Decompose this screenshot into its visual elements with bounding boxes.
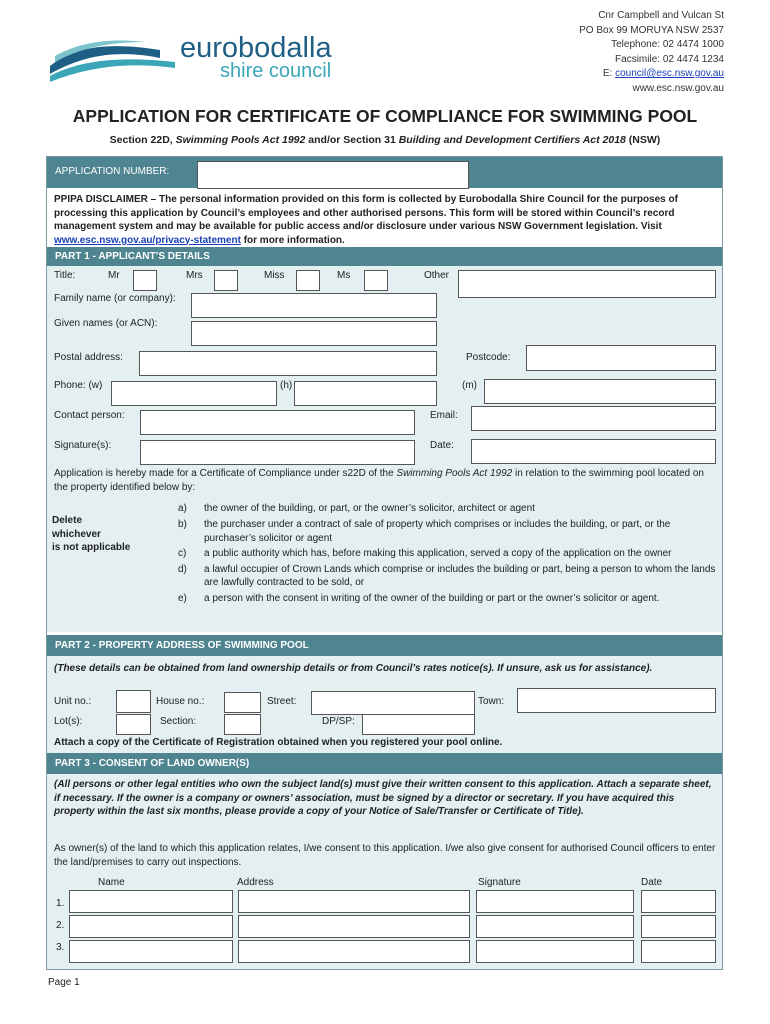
owner2-signature-input[interactable] [476, 915, 634, 938]
application-number-input[interactable] [197, 161, 469, 189]
privacy-statement-link[interactable]: www.esc.nsw.gov.au/privacy-statement [54, 234, 241, 246]
street-input[interactable] [311, 691, 475, 715]
contact-person-input[interactable] [140, 410, 415, 435]
owner-row-number: 3. [56, 942, 65, 953]
owner1-signature-input[interactable] [476, 890, 634, 913]
page-title: APPLICATION FOR CERTIFICATE OF COMPLIANCE FOR SWIMMING POOL [72, 106, 698, 126]
postcode-input[interactable] [526, 345, 716, 371]
given-names-input[interactable] [191, 321, 437, 346]
signature-label: Signature(s): [54, 440, 112, 451]
email-input[interactable] [471, 406, 716, 431]
title-option-miss: Miss [264, 270, 285, 281]
owner1-name-input[interactable] [69, 890, 233, 913]
ms-checkbox[interactable] [364, 270, 388, 291]
contact-line: PO Box 99 MORUYA NSW 2537 [579, 24, 724, 36]
mr-checkbox[interactable] [133, 270, 157, 291]
owner3-name-input[interactable] [69, 940, 233, 963]
dp-sp-label: DP/SP: [322, 716, 355, 727]
date-input[interactable] [471, 439, 716, 464]
website-line[interactable]: www.esc.nsw.gov.au [632, 82, 724, 94]
miss-checkbox[interactable] [296, 270, 320, 291]
owner2-name-input[interactable] [69, 915, 233, 938]
phone-work-input[interactable] [111, 381, 277, 406]
email-label: Email: [430, 410, 458, 421]
section-input[interactable] [224, 714, 261, 735]
postal-address-label: Postal address: [54, 352, 123, 363]
council-logo [50, 32, 350, 84]
council-email-link[interactable]: council@esc.nsw.gov.au [615, 68, 724, 79]
owner-row-number: 1. [56, 898, 65, 909]
wave-logo-icon [50, 36, 180, 84]
title-label: Title: [54, 270, 76, 281]
title-option-other: Other [424, 270, 450, 281]
postal-address-input[interactable] [139, 351, 437, 376]
logo-wordmark-shire-council: shire council [220, 60, 332, 82]
owner1-address-input[interactable] [238, 890, 470, 913]
street-label: Street: [267, 696, 297, 707]
section-label: Section: [160, 716, 197, 727]
list-item: c) a public authority which has, before making this application, served a copy of the application on the owner [178, 548, 672, 559]
given-names-label: Given names (or ACN): [54, 318, 158, 329]
applicant-options-list [176, 502, 716, 605]
delete-note: Delete whichever is not applicable [52, 515, 131, 553]
council-contact-block [579, 9, 724, 96]
application-intro: Application is hereby made for a Certificate of Compliance under s22D of the Swimming Pools Act 1992 in relation to the swimming pool located on the property identified below by: [54, 468, 704, 493]
phone-work-label: Phone: (w) [54, 380, 103, 391]
family-name-label: Family name (or company): [54, 293, 176, 304]
owner2-address-input[interactable] [238, 915, 470, 938]
page-subtitle: Section 22D, Swimming Pools Act 1992 and/or Section 31 Building and Development Certifiers Act 2018 (NSW) [109, 134, 661, 146]
owner-consent-statement: As owner(s) of the land to which this application relates, I/we consent to this application. I/we also give consent for authorised Council officers to enter the land/premises to carry out inspections. [54, 843, 716, 868]
title-option-ms: Ms [337, 270, 351, 281]
column-header-signature: Signature [478, 877, 521, 888]
logo-wordmark-eurobodalla: eurobodalla [180, 32, 332, 64]
contact-line: Telephone: 02 4474 1000 [611, 39, 724, 50]
postcode-label: Postcode: [466, 352, 511, 363]
column-header-date: Date [641, 877, 663, 888]
unit-no-input[interactable] [116, 690, 151, 713]
part3-note: (All persons or other legal entities who own the subject land(s) must give their written consent to this application. Attach a separate sheet, if necessary. If the owner is a company or owners’ association, must be signed by a director or secretary. If you have acquired this property within the last six months, please provide a copy of your Notice of Sale/Transfer or Certificate of Title). [54, 779, 712, 817]
owner3-date-input[interactable] [641, 940, 716, 963]
list-item: b) the purchaser under a contract of sale of property which comprises or includes the building, or part, or the purchaser’s solicitor or agent [178, 519, 671, 544]
part3-heading: PART 3 - CONSENT OF LAND OWNER(S) [47, 753, 722, 774]
house-no-input[interactable] [224, 692, 261, 713]
owner1-date-input[interactable] [641, 890, 716, 913]
ppipa-disclaimer: PPIPA DISCLAIMER – The personal information provided on this form is collected by Eurobodalla Shire Council for the purposes of processing this application by Council’s employees and other authorised persons. This form will be stored within Council’s record management system and may be available for public access and/or disclosure under various NSW Government legislation. Visit www.esc.nsw.gov.au/privacy-statement for more information. [54, 194, 678, 246]
contact-email-line [579, 67, 724, 82]
mrs-checkbox[interactable] [214, 270, 238, 291]
contact-person-label: Contact person: [54, 410, 125, 421]
column-header-address: Address [237, 877, 274, 888]
phone-mobile-label: (m) [462, 380, 477, 391]
owner2-date-input[interactable] [641, 915, 716, 938]
town-label: Town: [478, 696, 505, 707]
list-item: d) a lawful occupier of Crown Lands which comprise or includes the building or part, being a person to whom the lands are lawfully contracted to be sold, or [178, 563, 716, 588]
signature-input[interactable] [140, 440, 415, 465]
lots-input[interactable] [116, 714, 151, 735]
town-input[interactable] [517, 688, 716, 713]
title-option-mrs: Mrs [186, 270, 203, 281]
owner3-address-input[interactable] [238, 940, 470, 963]
title-option-mr: Mr [108, 270, 120, 281]
family-name-input[interactable] [191, 293, 437, 318]
part2-heading: PART 2 - PROPERTY ADDRESS OF SWIMMING POOL [47, 635, 722, 656]
lots-label: Lot(s): [54, 716, 83, 727]
owner-row-number: 2. [56, 920, 65, 931]
contact-line: Cnr Campbell and Vulcan St [598, 10, 724, 21]
date-label: Date: [430, 440, 454, 451]
other-title-input[interactable] [458, 270, 716, 298]
list-item: e) a person with the consent in writing of the owner of the building or part or the owner’s solicitor or agent. [178, 592, 660, 604]
phone-home-input[interactable] [294, 381, 437, 406]
contact-line: Facsimile: 02 4474 1234 [615, 53, 724, 65]
column-header-name: Name [98, 877, 125, 888]
email-prefix: E: [602, 68, 616, 79]
page-number: Page 1 [48, 977, 80, 988]
owner3-signature-input[interactable] [476, 940, 634, 963]
phone-home-label: (h) [280, 380, 293, 391]
part2-note: (These details can be obtained from land ownership details or from Council’s rates notice(s). If unsure, ask us for assistance). [54, 663, 653, 674]
dp-sp-input[interactable] [362, 714, 475, 735]
attach-certificate-note: Attach a copy of the Certificate of Registration obtained when you registered your pool online. [54, 737, 503, 748]
phone-mobile-input[interactable] [484, 379, 716, 404]
house-no-label: House no.: [156, 696, 205, 707]
part1-heading: PART 1 - APPLICANT’S DETAILS [47, 247, 722, 266]
list-item: a) the owner of the building, or part, or the owner’s solicitor, architect or agent [178, 503, 535, 514]
unit-no-label: Unit no.: [54, 696, 92, 707]
application-number-label: APPLICATION NUMBER: [55, 166, 170, 177]
